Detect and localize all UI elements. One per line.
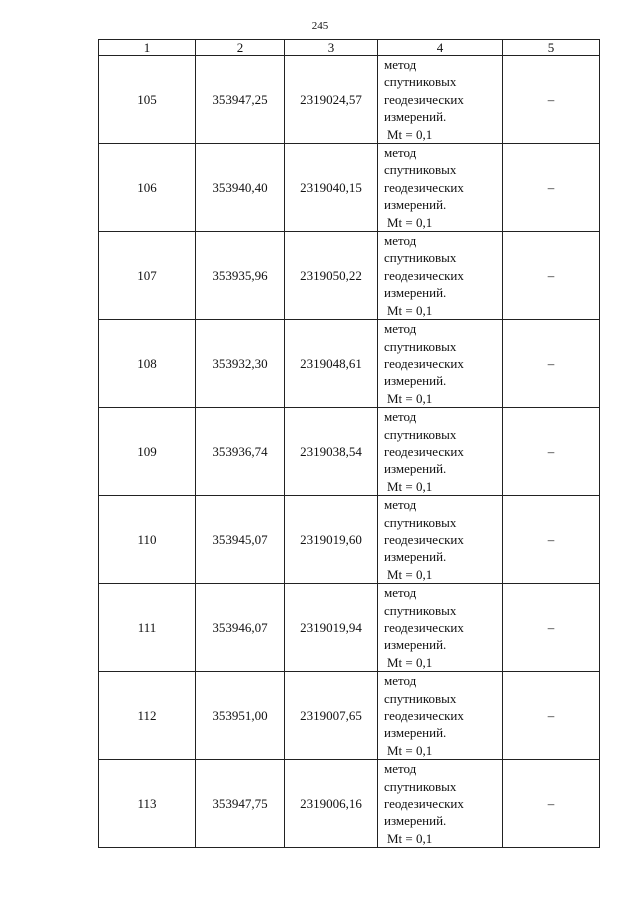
method-text-line: метод — [384, 673, 417, 689]
method-text-line: спутниковых — [384, 514, 457, 530]
method-text-line: спутниковых — [384, 426, 457, 442]
y-coordinate-cell: 2319019,94 — [285, 584, 378, 672]
column-5-cell: – — [503, 496, 600, 584]
table-row — [99, 144, 600, 232]
method-cell — [378, 56, 503, 144]
method-text-line: геодезических — [384, 267, 464, 283]
point-number-cell: 105 — [99, 56, 196, 144]
table-row — [99, 320, 600, 408]
y-coordinate-cell: 2319038,54 — [285, 408, 378, 496]
method-text-line: измерений. — [384, 549, 447, 565]
method-text-line: спутниковых — [384, 778, 457, 794]
table-row — [99, 408, 600, 496]
column-5-cell: – — [503, 760, 600, 848]
x-coordinate-cell: 353945,07 — [196, 496, 285, 584]
method-text-line: геодезических — [384, 531, 464, 547]
accuracy-value: Mt = 0,1 — [387, 302, 433, 318]
method-text-line: измерений. — [384, 461, 447, 477]
x-coordinate-cell: 353932,30 — [196, 320, 285, 408]
method-text-line: метод — [384, 233, 417, 249]
x-coordinate-cell: 353940,40 — [196, 144, 285, 232]
accuracy-value: Mt = 0,1 — [387, 654, 433, 670]
method-text-line: спутниковых — [384, 338, 457, 354]
x-coordinate-cell: 353935,96 — [196, 232, 285, 320]
method-cell — [378, 760, 503, 848]
point-number-cell: 112 — [99, 672, 196, 760]
method-cell — [378, 408, 503, 496]
accuracy-value: Mt = 0,1 — [387, 478, 433, 494]
table-row — [99, 672, 600, 760]
method-cell — [378, 496, 503, 584]
point-number-cell: 110 — [99, 496, 196, 584]
y-coordinate-cell: 2319006,16 — [285, 760, 378, 848]
accuracy-value: Mt = 0,1 — [387, 126, 433, 142]
column-5-cell: – — [503, 232, 600, 320]
point-number-cell: 113 — [99, 760, 196, 848]
table-body — [99, 56, 600, 848]
page-number: 245 — [311, 20, 329, 32]
method-text-line: метод — [384, 321, 417, 337]
column-5-cell: – — [503, 672, 600, 760]
method-text-line: измерений. — [384, 373, 447, 389]
method-cell — [378, 144, 503, 232]
method-text-line: измерений. — [384, 637, 447, 653]
column-header-4: 4 — [378, 40, 503, 56]
method-text-line: геодезических — [384, 179, 464, 195]
method-text-line: геодезических — [384, 620, 464, 635]
method-cell — [378, 232, 503, 320]
column-header-2: 2 — [196, 40, 285, 56]
point-number-cell: 107 — [99, 232, 196, 320]
y-coordinate-cell: 2319040,15 — [285, 144, 378, 232]
column-5-cell: – — [503, 584, 600, 672]
column-header-1: 1 — [99, 40, 196, 56]
method-text-line: метод — [384, 145, 417, 161]
method-text-line: спутниковых — [384, 162, 457, 178]
x-coordinate-cell: 353947,25 — [196, 56, 285, 144]
column-header-3: 3 — [285, 40, 378, 56]
accuracy-value: Mt = 0,1 — [387, 742, 433, 758]
table-row — [99, 496, 600, 584]
y-coordinate-cell: 2319048,61 — [285, 320, 378, 408]
method-text-line: измерений. — [384, 109, 447, 125]
accuracy-value: Mt = 0,1 — [387, 390, 433, 406]
point-number-cell: 109 — [99, 408, 196, 496]
point-number-cell: 106 — [99, 144, 196, 232]
point-number-cell: 108 — [99, 320, 196, 408]
method-text-line: спутниковых — [384, 602, 457, 618]
method-text-line: геодезических — [384, 443, 464, 459]
method-text-line: спутниковых — [384, 74, 457, 90]
table-row — [99, 760, 600, 848]
method-text-line: метод — [384, 585, 417, 601]
table-row — [99, 584, 600, 672]
y-coordinate-cell: 2319007,65 — [285, 672, 378, 760]
method-text-line: спутниковых — [384, 690, 457, 706]
accuracy-value: Mt = 0,1 — [387, 566, 433, 582]
method-text-line: спутниковых — [384, 250, 457, 266]
x-coordinate-cell: 353936,74 — [196, 408, 285, 496]
point-number-cell: 111 — [99, 584, 196, 672]
accuracy-value: Mt = 0,1 — [387, 214, 433, 230]
method-cell — [378, 320, 503, 408]
column-5-cell: – — [503, 408, 600, 496]
table-row — [99, 232, 600, 320]
coordinates-table — [98, 39, 600, 848]
method-text-line: метод — [384, 761, 417, 777]
method-text-line: измерений. — [384, 725, 447, 741]
y-coordinate-cell: 2319024,57 — [285, 56, 378, 144]
method-text-line: метод — [384, 409, 417, 425]
method-text-line: измерений. — [384, 197, 447, 213]
method-cell — [378, 584, 503, 672]
method-text-line: метод — [384, 497, 417, 513]
column-5-cell: – — [503, 320, 600, 408]
method-text-line: геодезических — [384, 355, 464, 371]
x-coordinate-cell: 353947,75 — [196, 760, 285, 848]
column-header-5: 5 — [503, 40, 600, 56]
method-text-line: геодезических — [384, 708, 464, 724]
column-5-cell: – — [503, 56, 600, 144]
x-coordinate-cell: 353951,00 — [196, 672, 285, 760]
accuracy-value: Mt = 0,1 — [387, 830, 433, 846]
method-text-line: измерений. — [384, 813, 447, 829]
y-coordinate-cell: 2319019,60 — [285, 496, 378, 584]
table-header — [99, 40, 600, 56]
table-row — [99, 56, 600, 144]
method-text-line: геодезических — [384, 796, 464, 812]
column-5-cell: – — [503, 144, 600, 232]
method-cell — [378, 672, 503, 760]
method-text-line: метод — [384, 57, 417, 72]
method-text-line: геодезических — [384, 91, 464, 107]
x-coordinate-cell: 353946,07 — [196, 584, 285, 672]
method-text-line: измерений. — [384, 285, 447, 301]
y-coordinate-cell: 2319050,22 — [285, 232, 378, 320]
header-row — [99, 40, 600, 56]
